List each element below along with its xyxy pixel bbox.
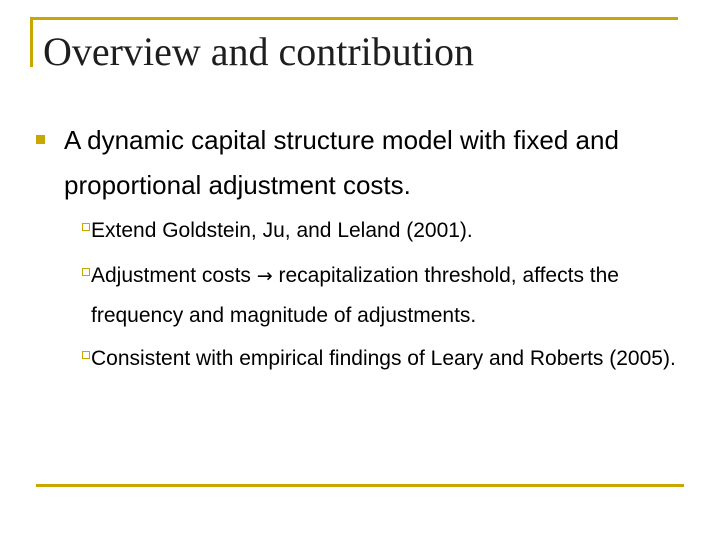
footer-rule [36, 484, 684, 487]
sub-bullet-2-text [91, 256, 702, 336]
hollow-square-bullet-icon [82, 351, 90, 359]
sub-bullet-2 [82, 256, 702, 336]
sub-bullet-1 [82, 211, 702, 251]
title-rule-left [30, 17, 33, 67]
sub-bullet-2-text-end: recapitalization threshold, affects the frequency and magnitude of adjustments. [91, 264, 619, 327]
sub-bullet-1-text: Extend Goldstein, Ju, and Leland (2001). [91, 219, 473, 242]
hollow-square-bullet-icon [82, 268, 90, 276]
hollow-square-bullet-icon [82, 223, 90, 231]
sub-bullet-2-text-start: Adjustment costs [91, 264, 257, 287]
sub-bullet-3 [82, 339, 702, 379]
slide-title: Overview and contribution [43, 29, 474, 74]
main-bullet [36, 118, 676, 208]
title-rule-top [30, 17, 678, 20]
sub-bullet-3-text: Consistent with empirical findings of Leary and Roberts (2005). [91, 347, 676, 370]
filled-square-bullet-icon [36, 135, 45, 144]
main-bullet-text: A dynamic capital structure model with fixed and proportional adjustment costs. [64, 125, 619, 200]
right-arrow-icon: → [256, 265, 273, 287]
